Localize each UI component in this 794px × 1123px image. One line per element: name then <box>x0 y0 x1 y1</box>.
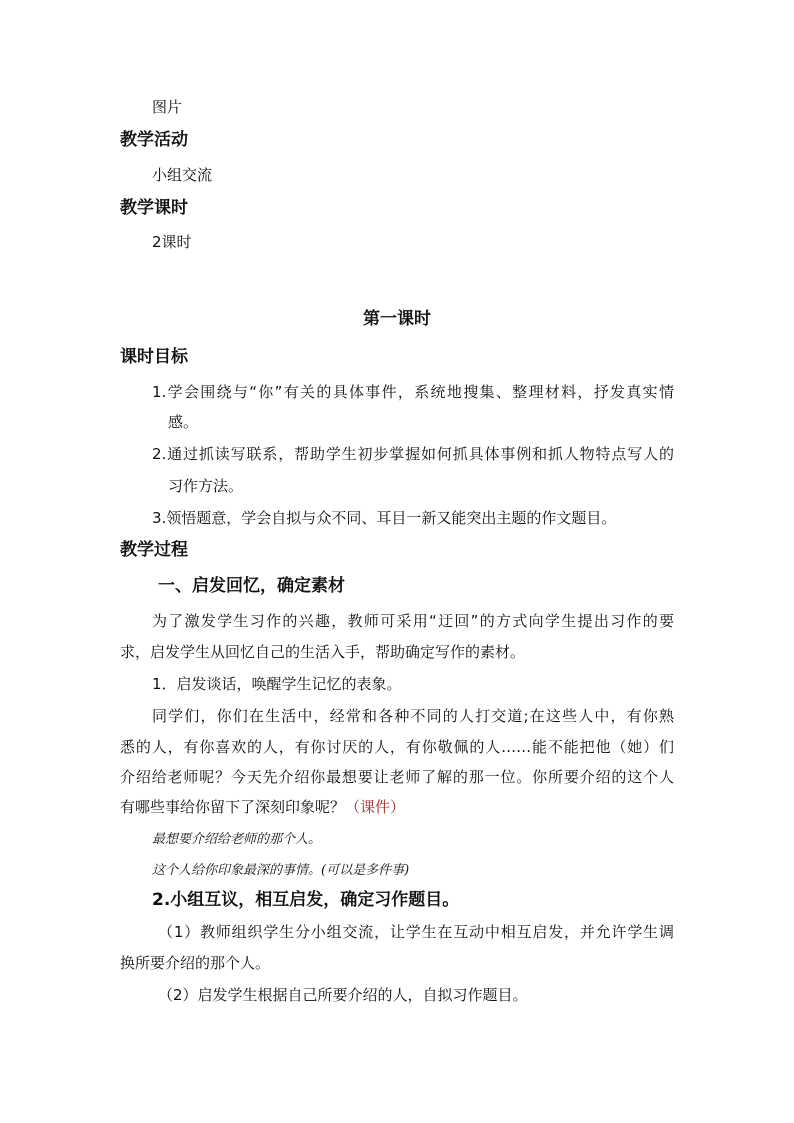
goal-1-line-1: 1.学会围绕与“你”有关的具体事件，系统地搜集、整理材料，抒发真实情 <box>152 383 674 401</box>
courseware-line-1: 最想要介绍给老师的那个人。 <box>152 832 322 847</box>
step-1: 1．启发谈话，唤醒学生记忆的表象。 <box>152 675 402 693</box>
para-1-line-1: 为了激发学生习作的兴趣，教师可采用“迂回”的方式向学生提出习作的要 <box>152 612 674 630</box>
goals-heading: 课时目标 <box>120 347 188 367</box>
goal-3: 3.领悟题意，学会自拟与众不同、耳目一新又能突出主题的作文题目。 <box>152 509 617 527</box>
para-2-line-4 <box>120 797 405 817</box>
para-2-line-1: 同学们，你们在生活中，经常和各种不同的人打交道;在这些人中，有你熟 <box>152 707 674 725</box>
materials-item: 图片 <box>152 98 183 116</box>
para-1-line-2: 求，启发学生从回忆自己的生活入手，帮助确定写作的素材。 <box>120 643 526 661</box>
step-2b: （2）启发学生根据自己所要介绍的人，自拟习作题目。 <box>158 986 528 1004</box>
para-2-line-3: 介绍给老师呢？今天先介绍你最想要让老师了解的那一位。你所要介绍的这个人 <box>120 768 674 786</box>
activity-heading: 教学活动 <box>120 130 188 150</box>
goal-1-line-2: 感。 <box>168 413 199 431</box>
para-2-line-2: 悉的人，有你喜欢的人，有你讨厌的人，有你敬佩的人……能不能把他（她）们 <box>120 738 674 756</box>
activity-text: 小组交流 <box>152 166 213 184</box>
para-2-line-4-text: 有哪些事给你留下了深刻印象呢？ <box>120 798 346 816</box>
courseware-line-2: 这个人给你印象最深的事情。(可以是多件事) <box>152 863 410 878</box>
step-2-heading: 2.小组互议，相互启发，确定习作题目。 <box>152 890 460 910</box>
hours-text: 2课时 <box>152 233 192 251</box>
hours-heading: 教学课时 <box>120 198 188 218</box>
goal-2-line-2: 习作方法。 <box>168 477 244 495</box>
goal-2-line-1: 2.通过抓读写联系，帮助学生初步掌握如何抓具体事例和抓人物特点写人的 <box>152 445 674 463</box>
section-1-heading: 一、启发回忆，确定素材 <box>158 576 345 596</box>
lesson-title: 第一课时 <box>363 309 431 329</box>
step-2a-line-1: （1）教师组织学生分小组交流，让学生在互动中相互启发，并允许学生调 <box>158 923 674 941</box>
process-heading: 教学过程 <box>120 540 188 560</box>
step-2a-line-2: 换所要介绍的那个人。 <box>120 954 271 972</box>
courseware-tag: （课件） <box>345 798 406 816</box>
